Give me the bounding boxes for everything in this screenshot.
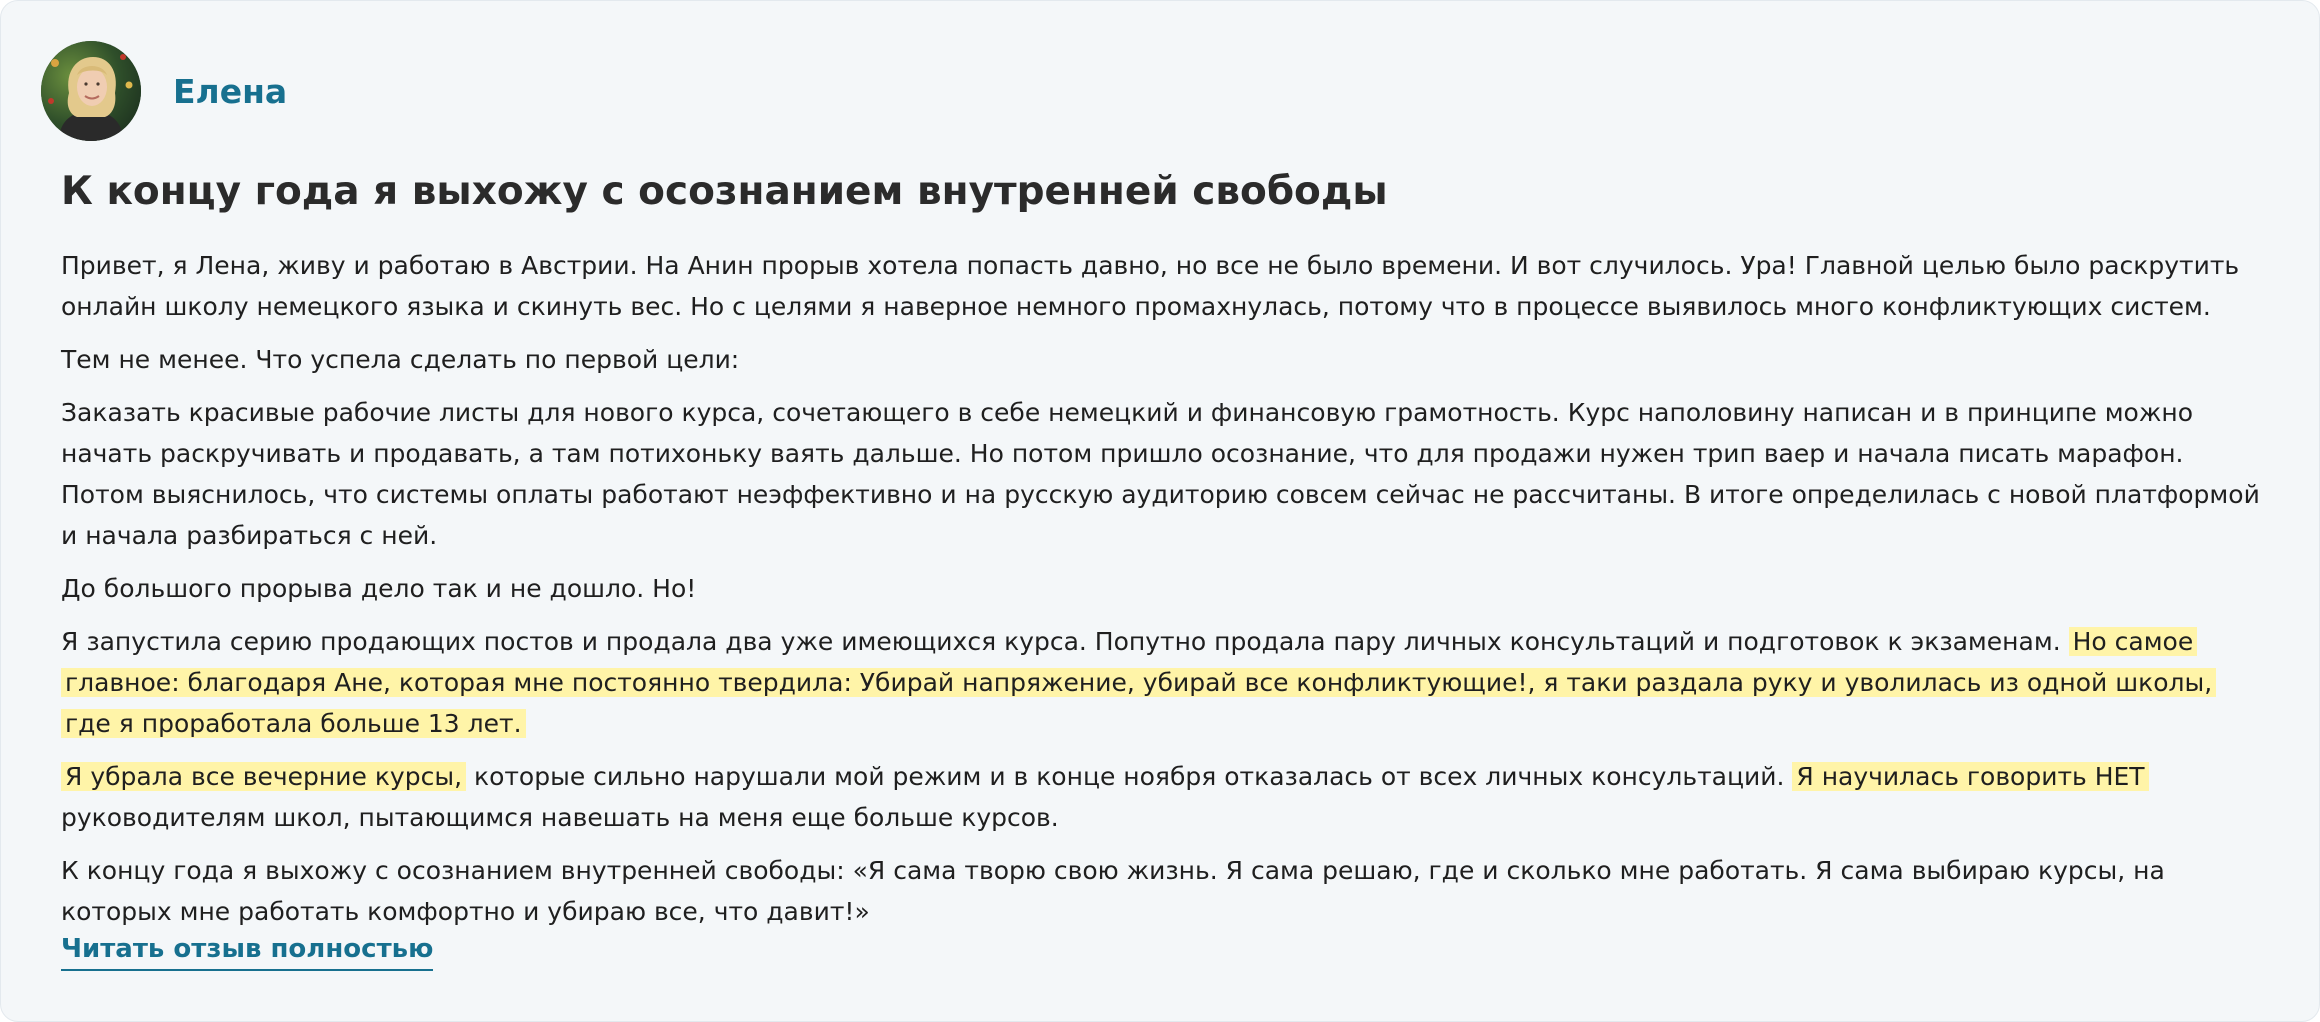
review-paragraph: Заказать красивые рабочие листы для нового курса, сочетающего в себе немецкий и финансовую грамотность. Курс наполовину написан и в принципе можно начать раскручивать и продавать, а там потихоньку ваять дальше. Но потом пришло осознание, что для продажи нужен трип ваер и начала писать марафон. Потом выяснилось, что системы оплаты работают неэффективно и на русскую аудиторию совсем сейчас не рассчитаны. В итоге определилась с новой платформой и начала разбираться с ней. bbox=[61, 398, 2260, 550]
paragraph-text: которые сильно нарушали мой режим и в конце ноября отказалась от всех личных консультаций. bbox=[466, 762, 1793, 791]
read-full-review-link[interactable]: Читать отзыв полностью bbox=[61, 929, 433, 971]
avatar-photo-icon bbox=[41, 41, 141, 141]
review-paragraph: Привет, я Лена, живу и работаю в Австрии. На Анин прорыв хотела попасть давно, но все не было времени. И вот случилось. Ура! Главной целью было раскрутить онлайн школу немецкого языка и скинуть вес. Но с целями я наверное немного промахнулась, потому что в процессе выявилось много конфликтующих систем. bbox=[61, 251, 2240, 321]
paragraph-text: Я запустила серию продающих постов и продала два уже имеющихся курса. Попутно продала пару личных консультаций и подготовок к экзаменам. bbox=[61, 627, 2069, 656]
highlighted-text: Я научилась говорить НЕТ bbox=[1792, 762, 2148, 791]
review-paragraph bbox=[61, 621, 2261, 744]
review-body bbox=[61, 245, 2261, 944]
author-name: Елена bbox=[173, 71, 288, 111]
highlighted-text: Я убрала все вечерние курсы, bbox=[61, 762, 466, 791]
review-paragraph: Тем не менее. Что успела сделать по первой цели: bbox=[61, 345, 740, 374]
paragraph-text: руководителям школ, пытающимся навешать на меня еще больше курсов. bbox=[61, 803, 1059, 832]
review-title: К концу года я выхожу с осознанием внутренней свободы bbox=[61, 169, 1388, 214]
review-paragraph: До большого прорыва дело так и не дошло. Но! bbox=[61, 574, 697, 603]
avatar[interactable] bbox=[41, 41, 141, 141]
review-paragraph bbox=[61, 756, 2261, 838]
author-block bbox=[41, 41, 287, 141]
review-paragraph: К концу года я выхожу с осознанием внутренней свободы: «Я сама творю свою жизнь. Я сама решаю, где и сколько мне работать. Я сама выбираю курсы, на которых мне работать комфортно и убираю все, что давит!» bbox=[61, 856, 2165, 926]
highlighted-text: Но самое главное: благодаря Ане, которая мне постоянно твердила: Убирай напряжение, убирай все конфликтующие!, я таки раздала руку и уволилась из одной школы, где я проработала больше 13 лет. bbox=[61, 627, 2216, 738]
